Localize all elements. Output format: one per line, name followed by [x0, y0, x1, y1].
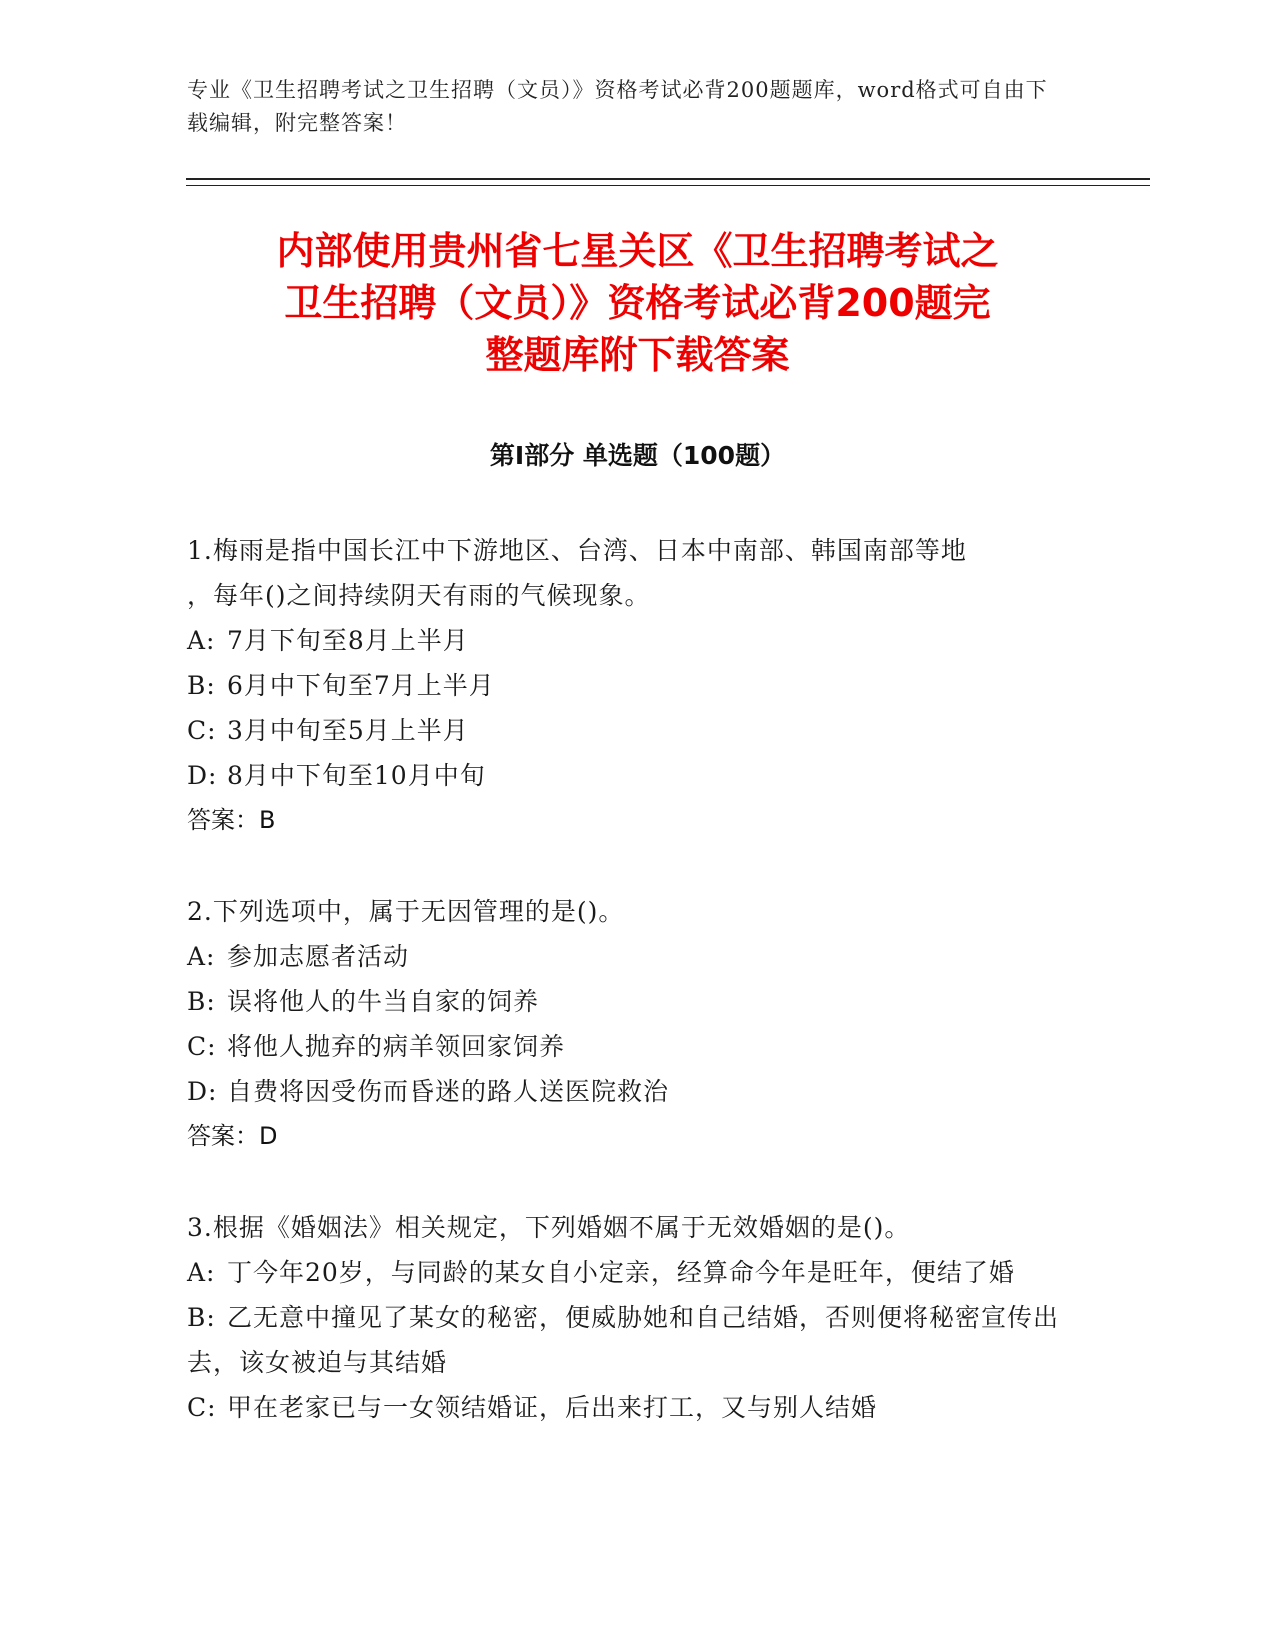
question-stem: ，每年()之间持续阴天有雨的气候现象。	[187, 581, 651, 610]
header-rule-thick	[186, 178, 1150, 180]
option-key: B:	[187, 987, 216, 1016]
option-key: A:	[187, 1258, 216, 1287]
option-c	[187, 708, 1067, 753]
answer-line: 答案：D	[187, 1122, 278, 1150]
option-key: B:	[187, 671, 216, 700]
answer-line: 答案：B	[187, 806, 276, 834]
option-text: 甲在老家已与一女领结婚证，后出来打工，又与别人结婚	[227, 1393, 878, 1422]
option-key: C:	[187, 1032, 217, 1061]
option-text: 将他人抛弃的病羊领回家饲养	[227, 1032, 566, 1061]
option-b	[187, 1295, 1067, 1385]
option-text: 自费将因受伤而昏迷的路人送医院救治	[227, 1077, 670, 1106]
option-text: 乙无意中撞见了某女的秘密，便威胁她和自己结婚，否则便将秘密宣传出去，该女被迫与其结婚	[187, 1303, 1060, 1377]
question-stem: 1.梅雨是指中国长江中下游地区、台湾、日本中南部、韩国南部等地	[187, 536, 967, 565]
option-key: A:	[187, 942, 216, 971]
question-2	[187, 889, 1067, 1159]
option-key: B:	[187, 1303, 216, 1332]
option-a	[187, 618, 1067, 663]
option-c	[187, 1024, 1067, 1069]
title-line: 卫生招聘（文员）》资格考试必背200题完	[284, 281, 991, 325]
title-line: 整题库附下载答案	[485, 333, 790, 377]
title-line: 内部使用贵州省七星关区《卫生招聘考试之	[276, 229, 999, 273]
option-d	[187, 753, 1067, 798]
question-stem: 3.根据《婚姻法》相关规定，下列婚姻不属于无效婚姻的是()。	[187, 1213, 911, 1242]
option-a	[187, 934, 1067, 979]
option-text: 误将他人的牛当自家的饲养	[227, 987, 540, 1016]
question-3	[187, 1205, 1067, 1430]
header-rule-thin	[186, 185, 1150, 186]
document-title	[130, 225, 1145, 381]
question-list	[187, 528, 1067, 1476]
option-key: A:	[187, 626, 216, 655]
option-text: 6月中下旬至7月上半月	[227, 671, 495, 700]
question-stem: 2.下列选项中，属于无因管理的是()。	[187, 897, 625, 926]
option-text: 8月中下旬至10月中旬	[227, 761, 486, 790]
option-b	[187, 663, 1067, 708]
option-text: 丁今年20岁，与同龄的某女自小定亲，经算命今年是旺年，便结了婚	[227, 1258, 1015, 1287]
option-text: 7月下旬至8月上半月	[227, 626, 469, 655]
option-text: 3月中旬至5月上半月	[227, 716, 469, 745]
option-key: D:	[187, 761, 218, 790]
question-1	[187, 528, 1067, 843]
option-text: 参加志愿者活动	[227, 942, 410, 971]
option-d	[187, 1069, 1067, 1114]
option-key: C:	[187, 1393, 217, 1422]
header-note: 专业《卫生招聘考试之卫生招聘（文员）》资格考试必背200题题库，word格式可自由下载编辑，附完整答案！	[187, 78, 1048, 135]
option-c	[187, 1385, 1067, 1430]
option-key: D:	[187, 1077, 218, 1106]
option-key: C:	[187, 716, 217, 745]
section-title: 第I部分 单选题（100题）	[489, 441, 786, 470]
option-b	[187, 979, 1067, 1024]
option-a	[187, 1250, 1067, 1295]
